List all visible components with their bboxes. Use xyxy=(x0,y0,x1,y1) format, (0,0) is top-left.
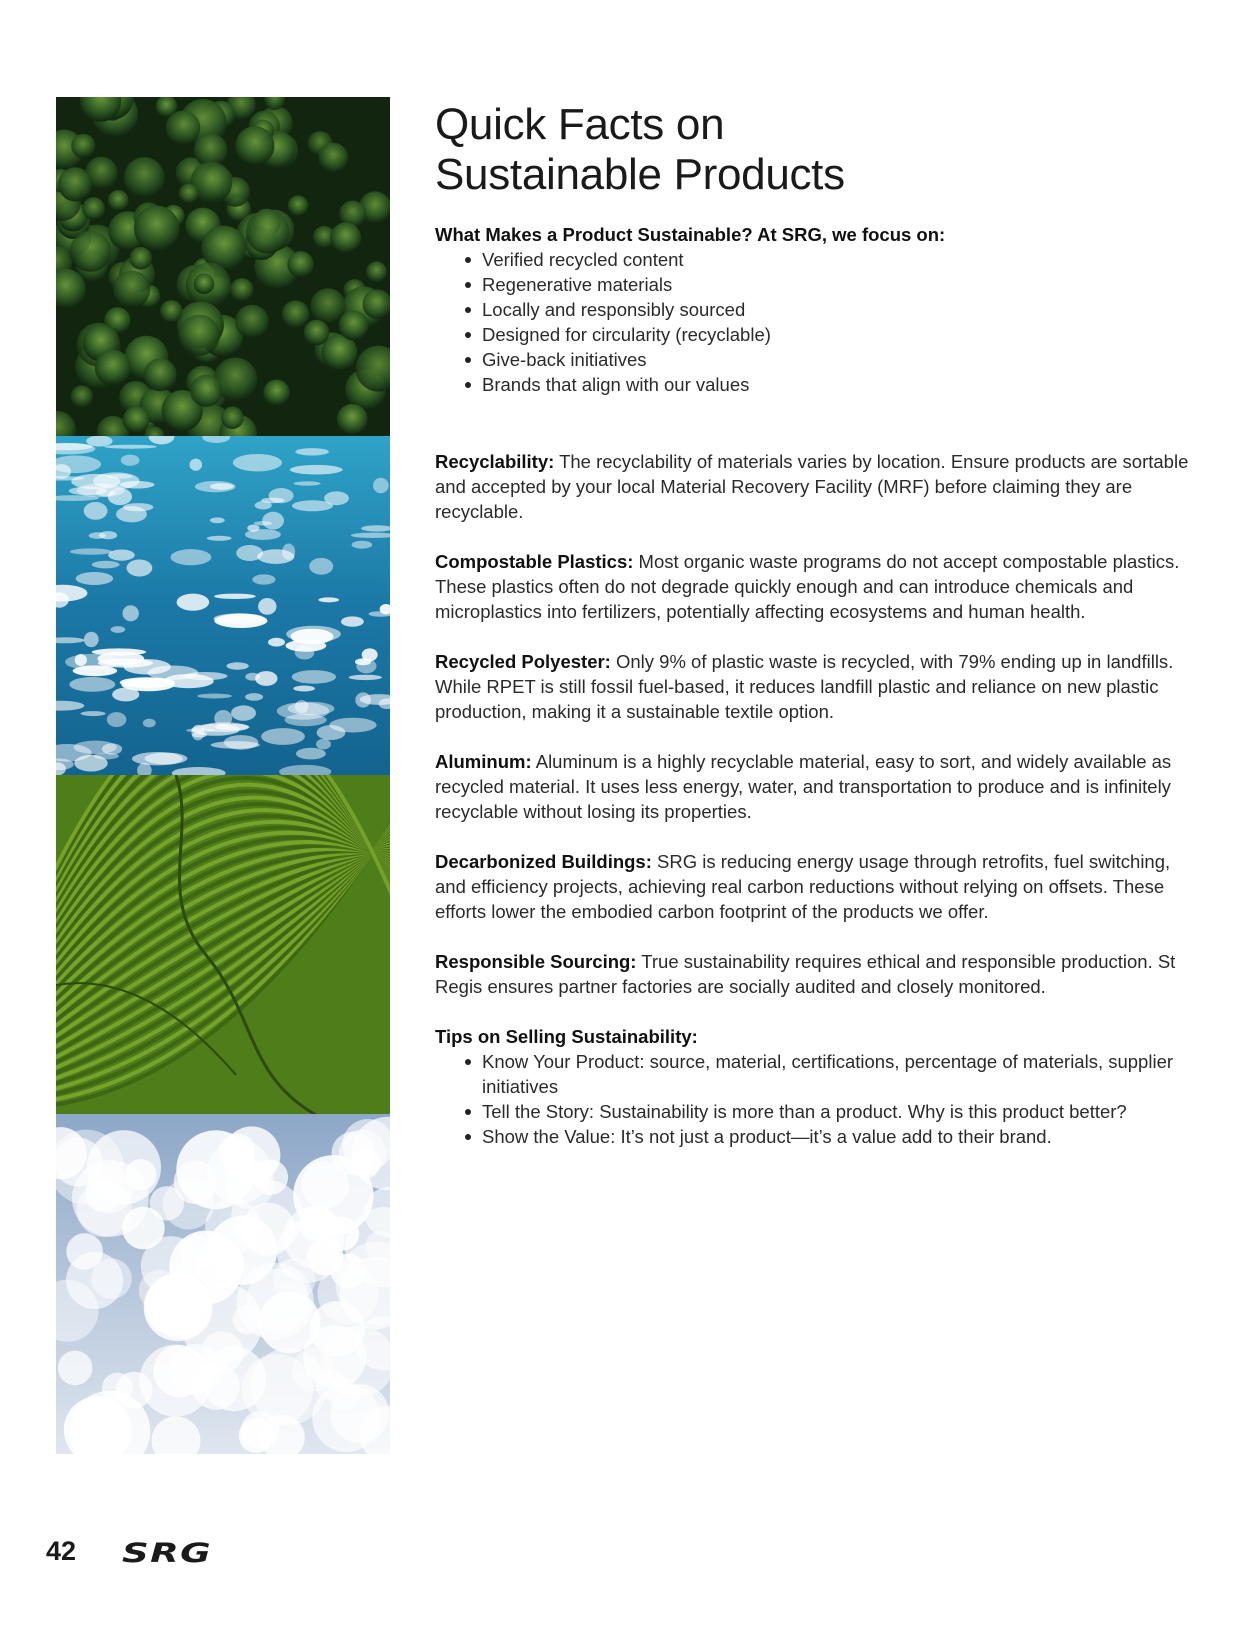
list-item: Show the Value: It’s not just a product—it’s a value add to their brand. xyxy=(482,1124,1195,1149)
fact-label: Aluminum: xyxy=(435,751,532,772)
fact-aluminum xyxy=(435,749,1195,824)
ocean-waves-photo xyxy=(56,436,390,776)
fact-label: Compostable Plastics: xyxy=(435,551,634,572)
list-item: Know Your Product: source, material, certifications, percentage of materials, supplier initiatives xyxy=(482,1049,1195,1099)
facts-section xyxy=(435,449,1195,999)
intro-heading: What Makes a Product Sustainable? At SRG, we focus on: xyxy=(435,224,946,245)
fact-responsible-sourcing xyxy=(435,949,1195,999)
list-item: Tell the Story: Sustainability is more than a product. Why is this product better? xyxy=(482,1099,1195,1124)
page-title-line-1: Quick Facts on xyxy=(435,100,725,149)
page-number: 42 xyxy=(46,1536,77,1566)
list-item: Brands that align with our values xyxy=(482,372,1195,397)
tips-heading: Tips on Selling Sustainability: xyxy=(435,1026,698,1047)
fact-label: Responsible Sourcing: xyxy=(435,951,637,972)
clouds-photo xyxy=(56,1114,390,1454)
page-footer xyxy=(46,1536,212,1567)
image-column xyxy=(56,97,390,1454)
logo-text: SRG xyxy=(122,1538,212,1565)
fact-text: True sustainability requires ethical and responsible production. St Regis ensures partner factories are socially audited and closely monitored. xyxy=(435,951,1176,997)
list-item: Designed for circularity (recyclable) xyxy=(482,322,1195,347)
green-terraces-photo xyxy=(56,775,390,1115)
forest-aerial-photo xyxy=(56,97,390,437)
fact-label: Recycled Polyester: xyxy=(435,651,611,672)
list-item: Locally and responsibly sourced xyxy=(482,297,1195,322)
fact-text: Most organic waste programs do not accept compostable plastics. These plastics often do not degrade quickly enough and can introduce chemicals and microplastics into fertilizers, potentially affecting ecosystems and human health. xyxy=(435,551,1180,622)
page-title xyxy=(435,100,1195,200)
fact-label: Recyclability: xyxy=(435,451,555,472)
fact-text: The recyclability of materials varies by location. Ensure products are sortable and accepted by your local Material Recovery Facility (MRF) before claiming they are recyclable. xyxy=(435,451,1189,522)
fact-compostable-plastics xyxy=(435,549,1195,624)
list-item: Regenerative materials xyxy=(482,272,1195,297)
fact-text: Only 9% of plastic waste is recycled, with 79% ending up in landfills. While RPET is still fossil fuel-based, it reduces landfill plastic and reliance on new plastic production, making it a sustainable textile option. xyxy=(435,651,1174,722)
tips-list xyxy=(435,1049,1195,1149)
fact-decarbonized-buildings xyxy=(435,849,1195,924)
fact-text: Aluminum is a highly recyclable material, easy to sort, and widely available as recycled material. It uses less energy, water, and transportation to produce and is infinitely recyclable without losing its properties. xyxy=(435,751,1172,822)
fact-recycled-polyester xyxy=(435,649,1195,724)
page-title-line-2: Sustainable Products xyxy=(435,150,845,199)
fact-label: Decarbonized Buildings: xyxy=(435,851,652,872)
list-item: Give-back initiatives xyxy=(482,347,1195,372)
fact-text: SRG is reducing energy usage through retrofits, fuel switching, and efficiency projects, achieving real carbon reductions without relying on offsets. These efforts lower the embodied carbon footprint of the products we offer. xyxy=(435,851,1171,922)
main-content xyxy=(435,100,1195,1149)
list-item: Verified recycled content xyxy=(482,247,1195,272)
fact-recyclability xyxy=(435,449,1195,524)
sustainability-criteria-list xyxy=(435,247,1195,397)
srg-logo xyxy=(122,1539,212,1565)
